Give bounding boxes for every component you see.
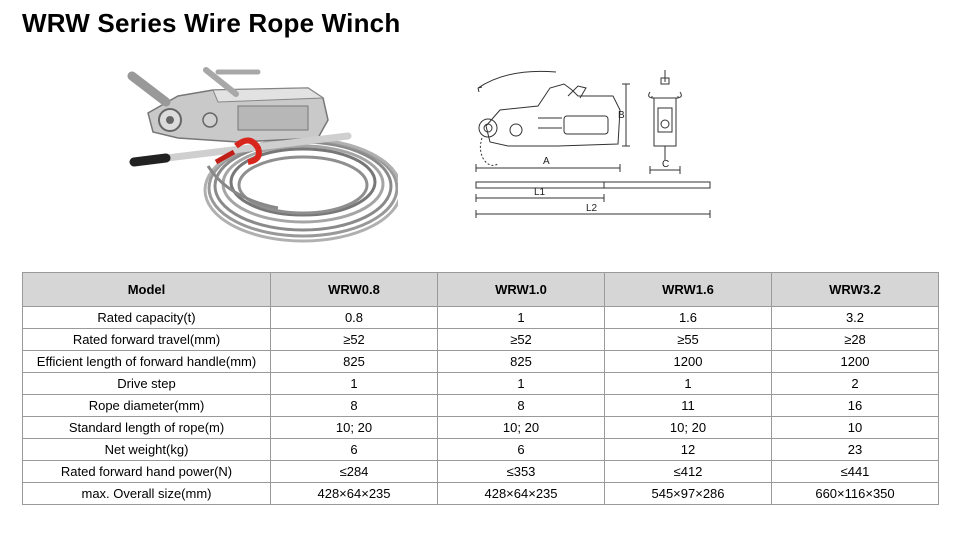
table-row [23,373,939,395]
table-cell: 0.8 [271,307,438,329]
table-cell: 1200 [605,351,772,373]
dim-l1-label: L1 [534,187,546,198]
dim-c-label: C [662,159,670,170]
winch-photo [118,58,398,243]
table-cell: 6 [438,439,605,461]
table-row [23,329,939,351]
table-cell: 545×97×286 [605,483,772,505]
table-cell: 12 [605,439,772,461]
table-cell: 23 [772,439,939,461]
row-label: Rated forward travel(mm) [23,329,271,351]
row-label: Rated forward hand power(N) [23,461,271,483]
table-cell: 1 [438,373,605,395]
table-cell: 1200 [772,351,939,373]
specs-table [22,272,939,505]
table-cell: ≥28 [772,329,939,351]
table-row [23,417,939,439]
table-cell: 10; 20 [271,417,438,439]
winch-body [132,70,328,142]
column-header: WRW0.8 [271,273,438,307]
table-cell: 428×64×235 [271,483,438,505]
dim-l2-label: L2 [586,203,598,214]
table-row [23,351,939,373]
side-view-drawing [640,68,700,183]
table-cell: ≥52 [438,329,605,351]
column-header: WRW3.2 [772,273,939,307]
table-cell: ≥52 [271,329,438,351]
row-label: Rope diameter(mm) [23,395,271,417]
table-cell: 825 [438,351,605,373]
table-cell: ≤284 [271,461,438,483]
table-cell: 10; 20 [605,417,772,439]
row-label: Net weight(kg) [23,439,271,461]
table-cell: 1.6 [605,307,772,329]
row-label: max. Overall size(mm) [23,483,271,505]
table-cell: 1 [605,373,772,395]
table-cell: 10; 20 [438,417,605,439]
table-cell: ≥55 [605,329,772,351]
table-cell: 8 [271,395,438,417]
table-cell: 428×64×235 [438,483,605,505]
table-cell: ≤353 [438,461,605,483]
table-cell: 16 [772,395,939,417]
table-cell: 6 [271,439,438,461]
table-row [23,307,939,329]
table-cell: 8 [438,395,605,417]
table-row [23,461,939,483]
row-label: Rated capacity(t) [23,307,271,329]
dim-a-label: A [543,156,550,167]
table-cell: 1 [271,373,438,395]
table-row [23,439,939,461]
table-cell: 660×116×350 [772,483,939,505]
table-cell: 11 [605,395,772,417]
column-header: Model [23,273,271,307]
table-cell: 3.2 [772,307,939,329]
page-title: WRW Series Wire Rope Winch [22,8,401,38]
table-row [23,395,939,417]
table-cell: 1 [438,307,605,329]
row-label: Drive step [23,373,271,395]
row-label: Standard length of rope(m) [23,417,271,439]
row-label: Efficient length of forward handle(mm) [23,351,271,373]
dim-b-label: B [618,110,625,121]
column-header: WRW1.0 [438,273,605,307]
table-cell: 825 [271,351,438,373]
table-row [23,483,939,505]
column-header: WRW1.6 [605,273,772,307]
table-cell: 2 [772,373,939,395]
table-cell: ≤441 [772,461,939,483]
table-cell: 10 [772,417,939,439]
table-header-row [23,273,939,307]
table-cell: ≤412 [605,461,772,483]
